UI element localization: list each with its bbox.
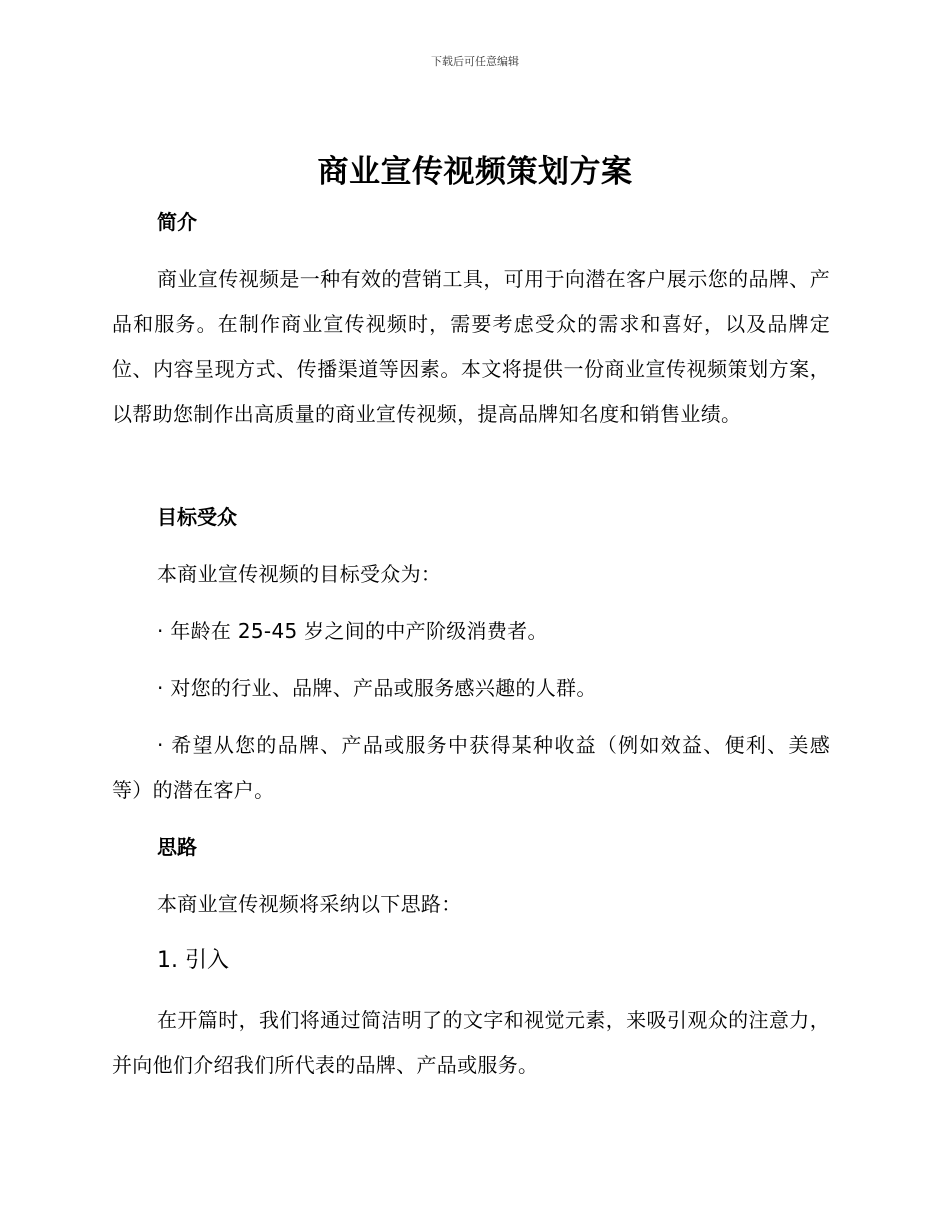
document-title: 商业宣传视频策划方案 [317, 154, 633, 190]
audience-lead: 本商业宣传视频的目标受众为： [157, 562, 442, 586]
intro-paragraph: 商业宣传视频是一种有效的营销工具，可用于向潜在客户展示您的品牌、产品和服务。在制作商业宣传视频时，需要考虑受众的需求和喜好，以及品牌定位、内容呈现方式、传播渠道等因素。本文将提供一份商业宣传视频策划方案，以帮助您制作出高质量的商业宣传视频，提高品牌知名度和销售业绩。 [112, 267, 830, 426]
section-heading-audience: 目标受众 [157, 505, 237, 529]
audience-item: · 对您的行业、品牌、产品或服务感兴趣的人群。 [157, 676, 597, 700]
audience-item: · 希望从您的品牌、产品或服务中获得某种收益（例如效益、便利、美感等）的潜在客户。 [112, 733, 830, 802]
step-intro-paragraph: 在开篇时，我们将通过简洁明了的文字和视觉元素，来吸引观众的注意力，并向他们介绍我们所代表的品牌、产品或服务。 [112, 1008, 830, 1077]
section-heading-approach: 思路 [157, 835, 197, 859]
approach-lead: 本商业宣传视频将采纳以下思路： [157, 892, 462, 916]
step-heading-intro: 1. 引入 [157, 948, 229, 973]
section-heading-intro: 简介 [157, 210, 197, 234]
page-header-note: 下载后可任意编辑 [431, 55, 519, 68]
audience-item: · 年龄在 25-45 岁之间的中产阶级消费者。 [157, 619, 548, 643]
